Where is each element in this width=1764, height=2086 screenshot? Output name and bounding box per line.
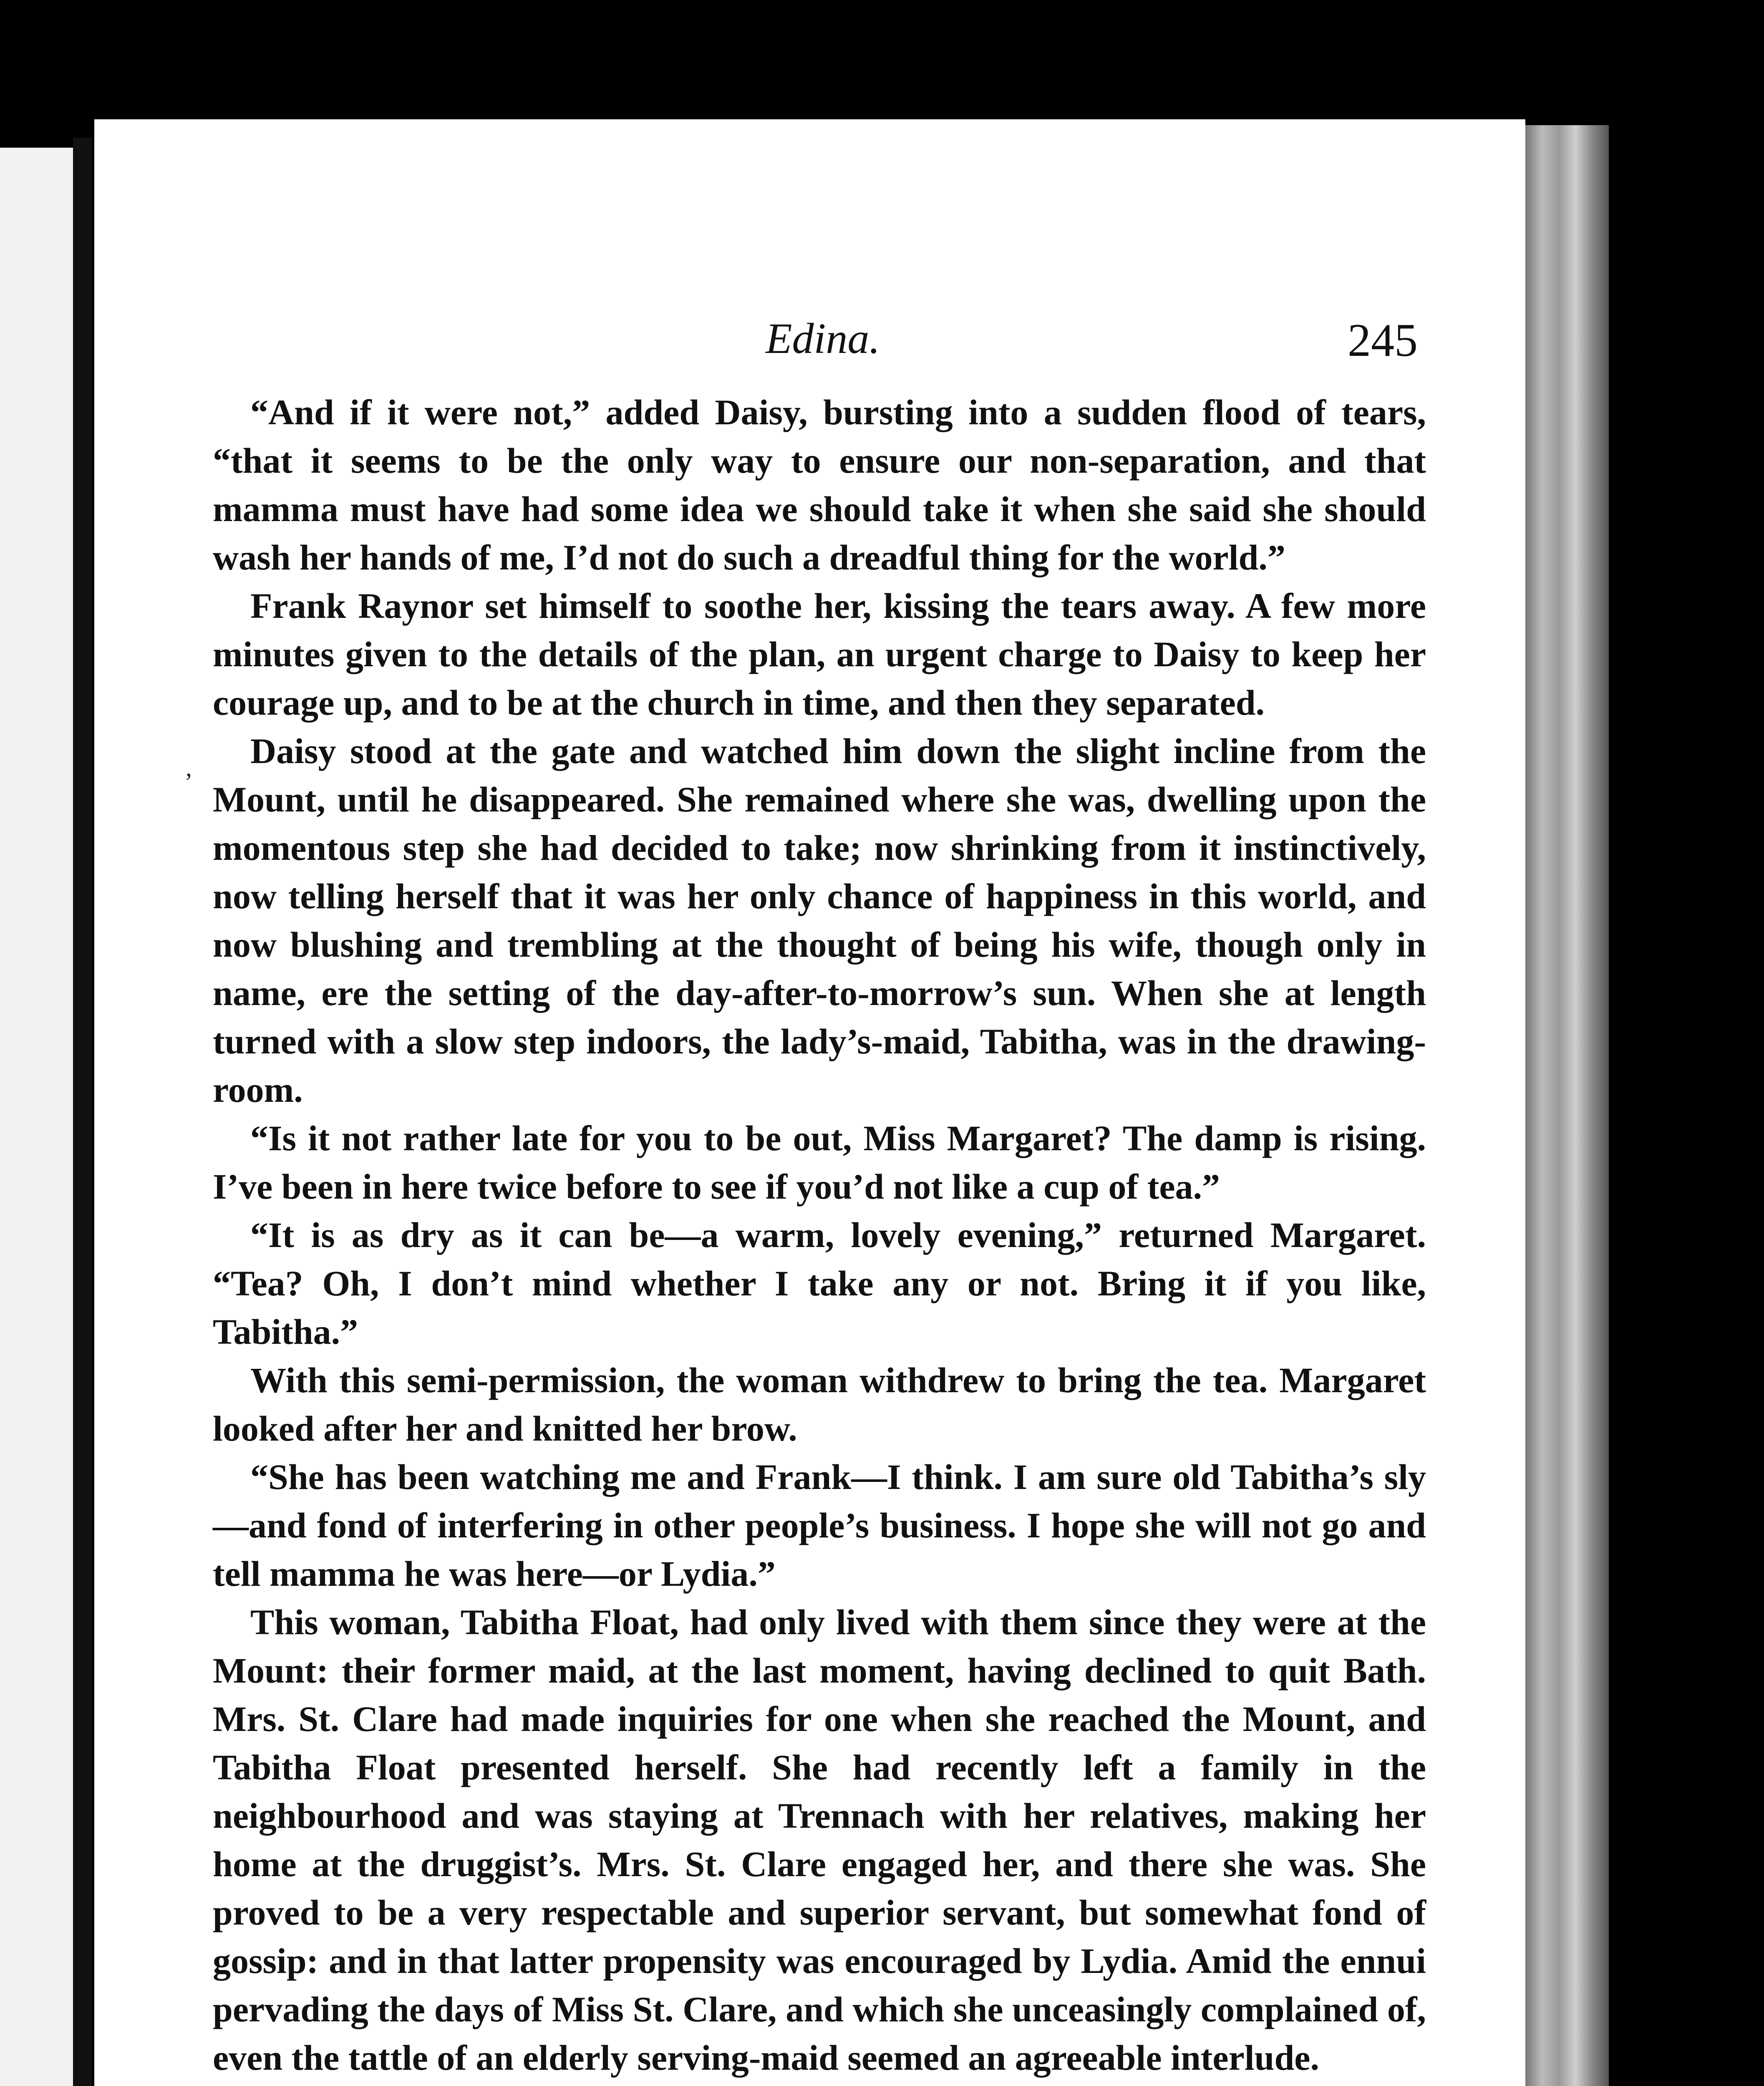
running-head-title: Edina. <box>766 315 880 363</box>
page-stack-edge <box>1525 125 1609 2086</box>
page-number: 245 <box>1348 315 1418 366</box>
paragraph: Daisy stood at the gate and watched him down the slight incline from the Mount, until he disappeared. She remained where she was, dwelling upon the momentous step she had decided to take; now shrinking from it instinctively, now telling herself that it was her only chance of happiness in this world, and now blushing and trembling at the thought of being his wife, though only in name, ere the setting of the day-after-to-morrow’s sun. When she at length turned with a slow step indoors, the lady’s-maid, Tabitha, was in the drawing-room. <box>213 731 1426 1110</box>
stray-mark-left: , <box>186 754 192 781</box>
paragraph: Frank Raynor set himself to soothe her, kissing the tears away. A few more minutes given to the details of the plan, an urgent charge to Daisy to keep her courage up, and to be at the church in time, and then they separated. <box>213 586 1426 723</box>
scan-background <box>1609 0 1764 2086</box>
page-text <box>213 388 1426 2086</box>
paragraph: With this semi-permission, the woman withdrew to bring the tea. Margaret looked after her and knitted her brow. <box>213 1360 1426 1449</box>
paragraph: “It is as dry as it can be—a warm, lovely evening,” returned Margaret. “Tea? Oh, I don’t mind whether I take any or not. Bring it if you like, Tabitha.” <box>213 1215 1426 1352</box>
paragraph: This woman, Tabitha Float, had only lived with them since they were at the Mount: their former maid, at the last moment, having declined to quit Bath. Mrs. St. Clare had made inquiries for one when she reached the Mount, and Tabitha Float presented herself. She had recently left a family in the neighbourhood and was staying at Trennach with her relatives, making her home at the druggist’s. Mrs. St. Clare engaged her, and there she was. She proved to be a very respectable and superior servant, but somewhat fond of gossip: and in that latter propensity was encouraged by Lydia. Amid the ennui pervading the days of Miss St. Clare, and which she unceasingly complained of, even the tattle of an elderly serving-maid seemed an agreeable interlude. <box>213 1602 1426 2078</box>
paragraph: “She has been watching me and Frank—I think. I am sure old Tabitha’s sly—and fond of interfering in other people’s business. I hope she will not go and tell mamma he was here—or Lydia.” <box>213 1457 1426 1594</box>
paragraph: “And if it were not,” added Daisy, bursting into a sudden flood of tears, “that it seems to be the only way to ensure our non-separation, and that mamma must have had some idea we should take it when she said she should wash her hands of me, I’d not do such a dreadful thing for the world.” <box>213 392 1426 577</box>
previous-page-edge <box>0 148 73 2086</box>
paragraph <box>213 2082 1426 2086</box>
page-gutter-shadow <box>73 138 92 2086</box>
paragraph: “Is it not rather late for you to be out, Miss Margaret? The damp is rising. I’ve been in here twice before to see if you’d not like a cup of tea.” <box>213 1118 1426 1207</box>
